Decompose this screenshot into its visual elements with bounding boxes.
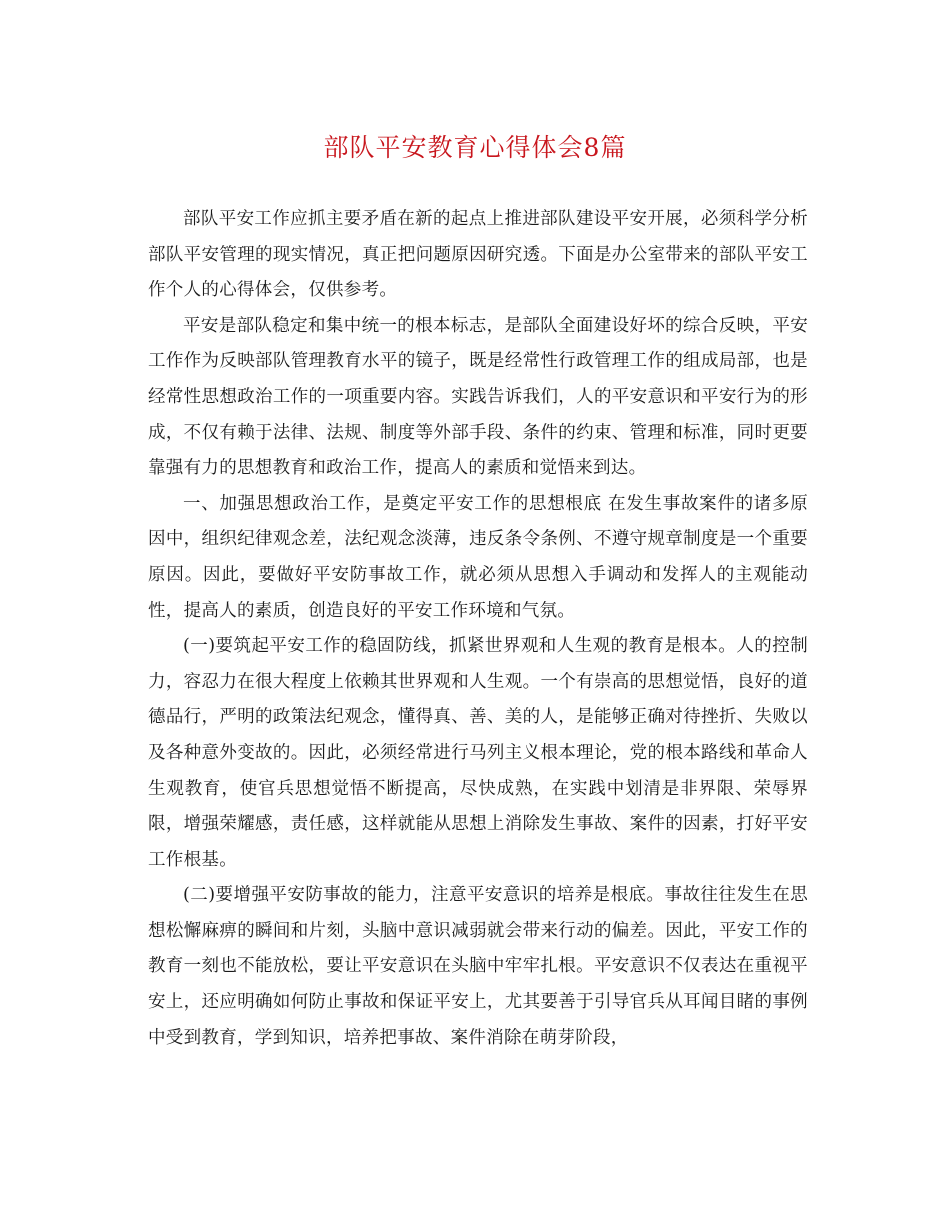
document-title: 部队平安教育心得体会8篇 bbox=[323, 133, 627, 162]
paragraph-subsection-two: (二)要增强平安防事故的能力，注意平安意识的培养是根底。事故往往发生在思想松懈麻痹的瞬间和片刻，头脑中意识减弱就会带来行动的偏差。因此，平安工作的教育一刻也不能放松，要让平安意识在头脑中牢牢扎根。平安意识不仅表达在重视平安上，还应明确如何防止事故和保证平安上，尤其要善于引导官兵从耳闻目睹的事例中受到教育，学到知识，培养把事故、案件消除在萌芽阶段， bbox=[148, 885, 808, 1048]
paragraph-section-one: 一、加强思想政治工作，是奠定平安工作的思想根底 在发生事故案件的诸多原因中，组织纪律观念差，法纪观念淡薄，违反条令条例、不遵守规章制度是一个重要原因。因此，要做好平安防事故工作，就必须从思想入手调动和发挥人的主观能动性，提高人的素质，创造良好的平安工作环境和气氛。 bbox=[148, 493, 808, 621]
document-body bbox=[148, 202, 808, 1056]
paragraph-safety-significance: 平安是部队稳定和集中统一的根本标志，是部队全面建设好坏的综合反映，平安工作作为反映部队管理教育水平的镜子，既是经常性行政管理工作的组成局部，也是经常性思想政治工作的一项重要内容。实践告诉我们，人的平安意识和平安行为的形成，不仅有赖于法律、法规、制度等外部手段、条件的约束、管理和标准，同时更要靠强有力的思想教育和政治工作，提高人的素质和觉悟来到达。 bbox=[148, 315, 808, 479]
paragraph-intro: 部队平安工作应抓主要矛盾在新的起点上推进部队建设平安开展，必须科学分析部队平安管理的现实情况，真正把问题原因研究透。下面是办公室带来的部队平安工作个人的心得体会，仅供参考。 bbox=[148, 209, 808, 301]
paragraph-subsection-one: (一)要筑起平安工作的稳固防线，抓紧世界观和人生观的教育是根本。人的控制力，容忍力在很大程度上依赖其世界观和人生观。一个有崇高的思想觉悟，良好的道德品行，严明的政策法纪观念，懂得真、善、美的人，是能够正确对待挫折、失败以及各种意外变故的。因此，必须经常进行马列主义根本理论，党的根本路线和革命人生观教育，使官兵思想觉悟不断提高，尽快成熟，在实践中划清是非界限、荣辱界限，增强荣耀感，责任感，这样就能从思想上消除发生事故、案件的因素，打好平安工作根基。 bbox=[148, 636, 808, 870]
